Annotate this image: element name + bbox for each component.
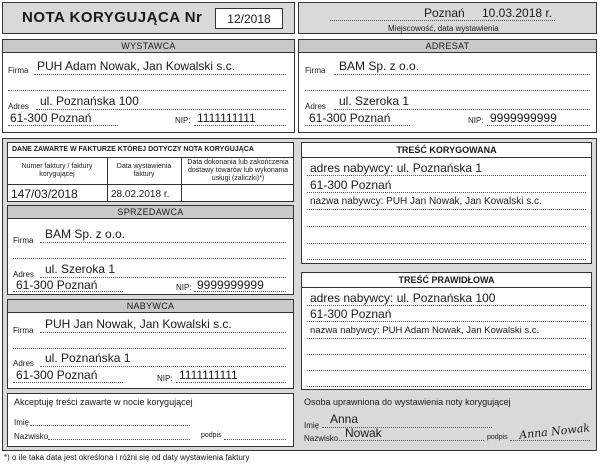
corrected-line-1: adres nabywcy: ul. Poznańska 1 bbox=[310, 161, 483, 175]
seller-street: ul. Szeroka 1 bbox=[45, 262, 116, 276]
invoice-date: 28.02.2018 r. bbox=[111, 189, 170, 200]
correct-content-title: TREŚĆ PRAWIDŁOWA bbox=[302, 273, 591, 288]
seller-title: SPRZEDAWCA bbox=[8, 206, 293, 219]
recipient-nip: 9999999999 bbox=[490, 111, 557, 125]
acceptance-imie-label: Imię bbox=[14, 418, 30, 427]
place: Poznań bbox=[424, 6, 465, 20]
note-number: 12/2018 bbox=[227, 12, 271, 26]
issuer-adres-label: Adres bbox=[8, 102, 29, 111]
recipient-city: 61-300 Poznań bbox=[309, 111, 391, 125]
authorized-imie-label: Imię bbox=[304, 421, 320, 430]
authorized-nazwisko: Nowak bbox=[345, 426, 382, 440]
seller-nip: 9999999999 bbox=[197, 278, 264, 292]
place-date-caption: Miejscowość, data wystawienia bbox=[388, 24, 499, 33]
authorized-podpis-label: podpis bbox=[487, 434, 508, 441]
correct-line-1: adres nabywcy: ul. Poznańska 100 bbox=[310, 291, 496, 305]
recipient-street: ul. Szeroka 1 bbox=[339, 94, 410, 108]
issuer-street: ul. Poznańska 100 bbox=[40, 94, 139, 108]
seller-firma-label: Firma bbox=[13, 236, 34, 245]
issuer-firma-label: Firma bbox=[8, 66, 29, 75]
authorized-nazwisko-label: Nazwisko bbox=[304, 434, 339, 443]
acceptance-title: Akceptuję treści zawarte w nocie korygującej bbox=[14, 397, 193, 407]
authorized-imie: Anna bbox=[330, 412, 359, 426]
buyer-title: NABYWCA bbox=[8, 300, 293, 313]
issuer-nip-label: NIP: bbox=[175, 116, 191, 125]
invoice-delivery-header: Data dokonania lub zakończenia dostawy towarów lub wykonania usługi (zaliczki)*) bbox=[187, 159, 289, 182]
seller-city: 61-300 Poznań bbox=[16, 278, 98, 292]
buyer-adres-label: Adres bbox=[13, 359, 34, 368]
recipient-title: ADRESAT bbox=[299, 40, 596, 53]
correct-line-2: 61-300 Poznań bbox=[310, 307, 392, 321]
invoice-date-header: Data wystawienia faktury bbox=[116, 163, 172, 178]
acceptance-nazwisko-label: Nazwisko bbox=[14, 432, 49, 441]
invoice-number: 147/03/2018 bbox=[11, 187, 78, 201]
issue-date: 10.03.2018 r. bbox=[482, 6, 553, 20]
note-number-field[interactable] bbox=[215, 8, 283, 29]
seller-firma: BAM Sp. z o.o. bbox=[45, 227, 126, 241]
seller-nip-label: NIP: bbox=[176, 283, 192, 292]
seller-adres-label: Adres bbox=[13, 270, 34, 279]
buyer-city: 61-300 Poznań bbox=[16, 368, 98, 382]
corrected-line-2: 61-300 Poznań bbox=[310, 178, 392, 192]
corrected-line-3: nazwa nabywcy: PUH Jan Nowak, Jan Kowalski s.c. bbox=[310, 196, 542, 207]
recipient-adres-label: Adres bbox=[305, 102, 326, 111]
corrected-content-title: TREŚĆ KORYGOWANA bbox=[302, 143, 591, 158]
issuer-title: WYSTAWCA bbox=[3, 40, 294, 53]
acceptance-podpis-label: podpis bbox=[201, 432, 222, 439]
buyer-firma-label: Firma bbox=[13, 326, 34, 335]
correct-line-3: nazwa nabywcy: PUH Adam Nowak, Jan Kowalski s.c. bbox=[310, 325, 540, 336]
footnote: *) o ile taka data jest określona i różni się od daty wystawienia faktury bbox=[4, 453, 250, 462]
recipient-nip-label: NIP: bbox=[468, 116, 484, 125]
invoice-data-title: DANE ZAWARTE W FAKTURZE KTÓREJ DOTYCZY NOTA KORYGUJĄCA bbox=[12, 146, 254, 153]
buyer-nip-label: NIP: bbox=[157, 374, 173, 383]
buyer-firma: PUH Jan Nowak, Jan Kowalski s.c. bbox=[45, 317, 232, 331]
issuer-firma: PUH Adam Nowak, Jan Kowalski s.c. bbox=[37, 59, 236, 73]
authorized-signature: Anna Nowak bbox=[518, 421, 591, 442]
invoice-number-header: Numer faktury / faktury korygującej bbox=[21, 163, 93, 178]
buyer-nip: 1111111111 bbox=[179, 368, 238, 382]
recipient-firma-label: Firma bbox=[305, 66, 326, 75]
recipient-firma: BAM Sp. z o.o. bbox=[339, 59, 420, 73]
authorized-title: Osoba uprawniona do wystawienia noty korygującej bbox=[304, 397, 511, 407]
buyer-street: ul. Poznańska 1 bbox=[45, 351, 131, 365]
document-title: NOTA KORYGUJĄCA Nr bbox=[22, 9, 203, 26]
issuer-nip: 1111111111 bbox=[197, 111, 256, 125]
issuer-city: 61-300 Poznań bbox=[10, 111, 92, 125]
